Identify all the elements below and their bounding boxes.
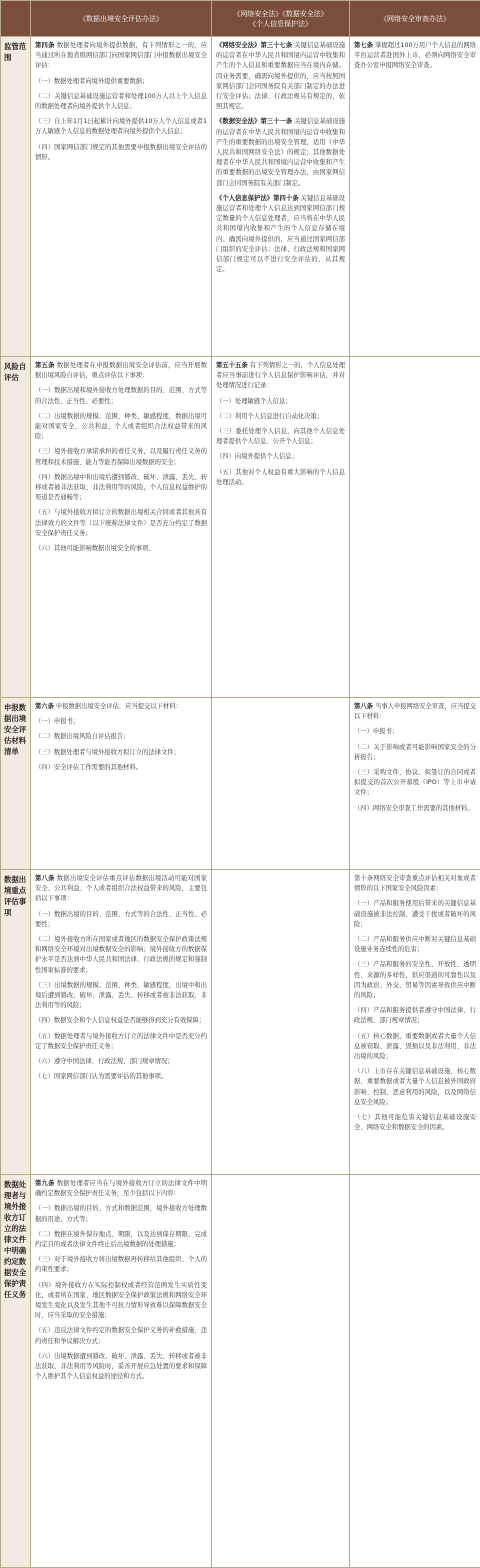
cell-assessment-measures	[31, 698, 212, 870]
article-paragraph	[35, 117, 207, 137]
header-cybersecurity-review-measures: 《网络安全审查办法》	[350, 1, 480, 37]
cell-review-measures	[350, 37, 480, 357]
article-paragraph	[35, 748, 207, 758]
article-text: （二）境外接收方所在国家或者地区的数据安全保护政策法规和网络安全环境对出境数据安全的影响；境外接收方的数据保护水平是否达到中华人民共和国法律、行政法规的规定和强制性国家标准的要求；	[35, 936, 207, 974]
article-text: （一）产品和服务使用后带来的关键信息基础设施被非法控制、遭受干扰或者破坏的风险；	[354, 900, 476, 927]
article-text: （三）出境数据的规模、范围、种类、敏感程度，出境中和出境后遭到篡改、破坏、泄露、丢失、转移或者被非法获取、非法利用等的风险；	[35, 982, 207, 1009]
article-number: 第九条	[35, 1180, 55, 1187]
article-paragraph	[216, 427, 345, 447]
article-paragraph	[354, 874, 476, 894]
article-paragraph	[354, 41, 476, 72]
cell-assessment-measures	[31, 870, 212, 1175]
article-text: （一）数据出境的目的、方式和数据范围，境外接收方处理数据的用途、方式等；	[35, 1205, 207, 1222]
article-paragraph	[35, 508, 207, 539]
row-label-self-assessment: 风险自评估	[1, 357, 31, 698]
article-text: （五）违反法律文件约定的数据安全保护义务的补救措施、违约责任和争议解决方式；	[35, 1327, 207, 1344]
article-text: 有下列情形之一的，个人信息处理者应当事前进行个人信息保护影响评估，并对处理情况进行记录：	[216, 362, 345, 389]
article-text: 数据处理者在申报数据出境安全评估前，应当开展数据出境风险自评估，重点评估以下事项：	[35, 362, 207, 379]
article-paragraph	[35, 412, 207, 443]
cell-three-laws	[212, 357, 350, 698]
article-paragraph	[35, 41, 207, 72]
article-text: 关键信息基础设施运营者和处理个人信息达到国家网信部门规定数量的个人信息处理者，应当将在中华人民共和国境内收集和产生的个人信息存储在境内。确需向境外提供的，应当通过国家网信部门组织的安全评估；法律、行政法规和国家网信部门规定可以不进行安全评估的，从其规定。	[216, 195, 345, 273]
cell-review-measures	[350, 357, 480, 698]
article-paragraph	[354, 1032, 476, 1063]
article-text: （一）申报书；	[354, 728, 398, 735]
cell-three-laws	[212, 870, 350, 1175]
article-text: （三）采购文件、协议、拟签订的合同或者拟提交的首次公开募股（IPO）等上市申请文件；	[354, 769, 476, 796]
table-row	[1, 37, 480, 357]
article-paragraph	[35, 77, 207, 87]
article-text: 第十条网络安全审查重点评估相关对象或者情形的以下国家安全风险因素：	[354, 875, 476, 892]
article-text: 关键信息基础设施的运营者在中华人民共和国境内运营中收集和产生的重要数据的出境安全管理，适用《中华人民共和国网络安全法》的规定；其他数据处理者在中华人民共和国境内运营中收集和产生的重要数据的出境安全管理办法，由国家网信部门会同国务院有关部门制定。	[216, 118, 345, 186]
article-text: （一）数据出境和境外接收方处理数据的目的、范围、方式等的合法性、正当性、必要性；	[35, 387, 207, 404]
table-body	[1, 37, 480, 1568]
article-paragraph	[354, 899, 476, 930]
article-text: 当事人申报网络安全审查，应当提交以下材料：	[354, 703, 476, 720]
article-paragraph	[35, 1016, 207, 1026]
article-text: （二）利用个人信息进行自动化决策；	[216, 413, 323, 420]
article-paragraph	[354, 1067, 476, 1108]
article-paragraph	[354, 768, 476, 799]
article-text: （四）网络安全审查工作需要的其他材料。	[354, 805, 474, 812]
article-paragraph	[35, 143, 207, 163]
article-text: （一）申报书；	[35, 718, 79, 725]
table-row	[1, 357, 480, 698]
row-label-legal-documents: 数据处理者与境外接收方订立的法律文件中明确约定数据安全保护责任义务	[1, 1175, 31, 1568]
article-paragraph	[35, 717, 207, 727]
article-paragraph	[35, 386, 207, 406]
article-text: 掌握超过100万用户个人信息的网络平台运营者赴国外上市，必须向网络安全审查办公室申报网络安全审查。	[354, 42, 476, 69]
article-paragraph	[35, 702, 207, 712]
article-paragraph	[35, 1057, 207, 1067]
article-paragraph	[216, 468, 345, 488]
article-text: 申报数据出境安全评估，应当提交以下材料：	[54, 703, 182, 710]
article-text: （六）遵守中国法律、行政法规、部门规章情况；	[35, 1058, 174, 1065]
article-text: （二）数据出境风险自评估报告；	[35, 733, 129, 740]
cell-review-measures	[350, 870, 480, 1175]
article-paragraph	[216, 194, 345, 276]
header-blank-cell	[1, 1, 31, 37]
article-paragraph	[35, 361, 207, 381]
row-label-materials-list: 申报数据出境安全评估材料清单	[1, 698, 31, 870]
cell-three-laws	[212, 37, 350, 357]
article-paragraph	[35, 544, 207, 554]
article-text: （三）自上年1月1日起累计向境外提供10万人个人信息或者1万人敏感个人信息的数据处理者向境外提供个人信息；	[35, 118, 207, 135]
article-text: （四）向境外提供个人信息；	[216, 453, 298, 460]
article-number: 《网络安全法》第三十七条	[216, 42, 292, 49]
article-text: 数据出境安全评估重点评估数据出境活动可能对国家安全、公共利益、个人或者组织合法权益带来的风险，主要包括以下事项：	[35, 875, 207, 902]
article-text: （四）国家网信部门规定的其他需要申报数据出境安全评估的情形。	[35, 144, 207, 161]
article-text: 数据处理者向境外提供数据，有下列情形之一的，应当通过所在地省级网信部门向国家网信部门申报数据出境安全评估：	[35, 42, 207, 69]
article-number: 第六条	[35, 703, 54, 710]
table-row	[1, 698, 480, 870]
article-paragraph	[35, 447, 207, 467]
header-three-laws	[212, 1, 350, 37]
article-number: 第七条	[354, 42, 373, 49]
article-paragraph	[35, 981, 207, 1012]
article-text: （四）数据出境中和出境后遭到篡改、破坏、泄露、丢失、转移或者被非法获取、非法利用等的风险，个人信息权益维护的渠道是否通畅等；	[35, 474, 207, 501]
header-three-laws-line2: 《个人信息保护法》	[214, 19, 347, 29]
header-three-laws-line1: 《网络安全法》《数据安全法》	[214, 9, 347, 19]
article-paragraph	[216, 117, 345, 188]
article-paragraph	[35, 874, 207, 905]
article-paragraph	[35, 1204, 207, 1224]
article-text: （五）核心数据、重要数据或者大量个人信息被窃取、泄露、毁损以及非法利用、非法出境的风险；	[354, 1033, 476, 1060]
article-text: （四）数据安全和个人信息权益是否能够得到充分有效保障；	[35, 1017, 205, 1024]
table-row	[1, 1175, 480, 1568]
article-text: （一）数据处理者向境外提供重要数据；	[35, 78, 148, 85]
article-paragraph	[35, 1255, 207, 1275]
article-paragraph	[354, 804, 476, 814]
article-text: （三）对于境外接收方将出境数据再转移给其他组织、个人的约束性要求；	[35, 1256, 207, 1273]
article-text: （六）其他可能影响数据出境安全的事项。	[35, 545, 155, 552]
article-number: 第八条	[354, 703, 373, 710]
article-text: （六）上市存在关键信息基础设施、核心数据、重要数据或者大量个人信息被外国政府影响、控制、恶意利用的风险，以及网络信息安全风险；	[354, 1068, 476, 1106]
article-number: 第五条	[35, 362, 55, 369]
cell-three-laws	[212, 1175, 350, 1568]
article-paragraph	[354, 743, 476, 763]
article-paragraph	[354, 960, 476, 1001]
cell-review-measures	[350, 1175, 480, 1568]
cell-assessment-measures	[31, 37, 212, 357]
article-paragraph	[35, 1032, 207, 1052]
article-paragraph	[216, 412, 345, 422]
cell-review-measures	[350, 698, 480, 870]
article-paragraph	[35, 910, 207, 930]
table-row	[1, 870, 480, 1175]
article-paragraph	[35, 1230, 207, 1250]
article-paragraph	[35, 92, 207, 112]
article-text: （三）数据处理者与境外接收方拟订立的法律文件；	[35, 749, 180, 756]
article-number: 第八条	[35, 875, 55, 882]
article-number: 第五十五条	[216, 362, 248, 369]
article-text: （三）境外接收方承诺承担的责任义务，以及履行责任义务的管理和技术措施、能力等能否保障出境数据的安全；	[35, 448, 207, 465]
cell-three-laws	[212, 698, 350, 870]
article-paragraph	[35, 473, 207, 504]
article-text: （二）出境数据的规模、范围、种类、敏感程度，数据出境可能对国家安全、公共利益、个人或者组织合法权益带来的风险；	[35, 413, 207, 440]
article-paragraph	[35, 732, 207, 742]
article-paragraph	[35, 1352, 207, 1383]
article-paragraph	[354, 1113, 476, 1133]
article-paragraph	[35, 1281, 207, 1322]
article-text: （七）其他可能危害关键信息基础设施安全、网络安全和数据安全的因素。	[354, 1114, 476, 1131]
article-text: （五）其他对个人权益有重大影响的个人信息处理活动。	[216, 469, 345, 486]
header-data-export-measures: 《数据出境安全评估办法》	[31, 1, 212, 37]
article-text: （四）境外接收方在实际控制权或者经营范围发生实质性变化，或者所在国家、地区数据安全保护政策法规和网络安全环境发生变化以及发生其他不可抗力情形导致难以保障数据安全时，应当采取的安全措施；	[35, 1282, 207, 1320]
article-paragraph	[216, 41, 345, 112]
article-number: 《数据安全法》第三十一条	[216, 118, 292, 125]
article-paragraph	[216, 397, 345, 407]
article-number: 第四条	[35, 42, 55, 49]
row-label-key-assessment-items: 数据出境重点评估事项	[1, 870, 31, 1175]
cell-assessment-measures	[31, 357, 212, 698]
article-text: （四）产品和服务提供者遵守中国法律、行政法规、部门规章情况；	[354, 1007, 476, 1024]
article-text: （三）产品和服务的安全性、开放性、透明性、来源的多样性，供应渠道的可靠性以及因为政治、外交、贸易等因素导致供应中断的风险；	[354, 961, 476, 999]
article-text: （二）关于影响或者可能影响国家安全的分析报告；	[354, 744, 476, 761]
article-paragraph	[35, 1072, 207, 1082]
article-text: （五）数据处理者与境外接收方订立的法律文件中是否充分约定了数据安全保护责任义务；	[35, 1033, 207, 1050]
article-paragraph	[354, 1006, 476, 1026]
row-label-scope: 监管范围	[1, 37, 31, 357]
article-paragraph	[354, 702, 476, 722]
article-text: （二）产品和服务供应中断对关键信息基础设施业务连续性的危害；	[354, 936, 476, 953]
article-text: （四）安全评估工作需要的其他材料。	[35, 764, 142, 771]
article-text: （七）国家网信部门认为需要评估的其他事项。	[35, 1073, 167, 1080]
article-text: 关键信息基础设施的运营者在中华人民共和国境内运营中收集和产生的个人信息和重要数据应当在境内存储。因业务需要，确需向境外提供的，应当按照国家网信部门会同国务院有关部门制定的办法进行安全评估；法律、行政法规另有规定的，依照其规定。	[216, 42, 345, 110]
article-text: （二）数据在境外保存地点、期限，以及达到保存期限、完成约定目的或者法律文件终止后出境数据的处理措施；	[35, 1231, 207, 1248]
article-text: （六）出境数据遭到篡改、破坏、泄露、丢失、转移或者被非法获取、非法利用等风险时，妥善开展应急处置的要求和保障个人维护其个人信息权益的途径和方式。	[35, 1353, 207, 1380]
article-paragraph	[216, 361, 345, 392]
article-text: （三）委托处理个人信息、向其他个人信息处理者提供个人信息、公开个人信息；	[216, 428, 345, 445]
article-paragraph	[354, 727, 476, 737]
article-paragraph	[216, 452, 345, 462]
article-text: 数据处理者应当在与境外接收方订立的法律文件中明确约定数据安全保护责任义务，至少包括以下内容：	[35, 1180, 207, 1197]
article-paragraph	[35, 1326, 207, 1346]
article-paragraph	[35, 1179, 207, 1199]
article-paragraph	[35, 935, 207, 976]
article-paragraph	[354, 935, 476, 955]
article-number: 《个人信息保护法》第四十条	[216, 195, 299, 202]
article-text: （一）处理敏感个人信息；	[216, 398, 292, 405]
table-header	[1, 1, 480, 37]
article-text: （五）与境外接收方拟订立的数据出境相关合同或者其他具有法律效力的文件等（以下统称法律文件）是否充分约定了数据安全保护责任义务；	[35, 509, 207, 536]
article-text: （一）数据出境的目的、范围、方式等的合法性、正当性、必要性；	[35, 911, 207, 928]
article-text: （二）关键信息基础设施运营者和处理100万人以上个人信息的数据处理者向境外提供个人信息；	[35, 93, 207, 110]
cell-assessment-measures	[31, 1175, 212, 1568]
article-paragraph	[35, 763, 207, 773]
